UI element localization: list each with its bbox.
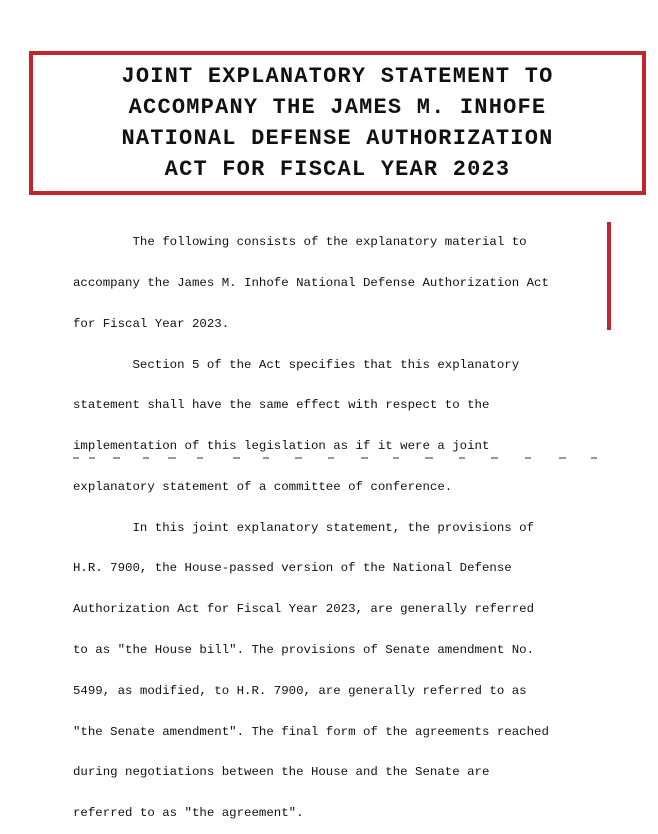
explanatory-statement-body [73, 209, 613, 834]
body-line: accompany the James M. Inhofe National Defense Authorization Act [73, 275, 549, 290]
cut-off-next-line-fragment [73, 452, 613, 459]
body-line: 5499, as modified, to H.R. 7900, are generally referred to as [73, 683, 527, 698]
body-line: referred to as "the agreement". [73, 806, 304, 821]
body-line: Authorization Act for Fiscal Year 2023, are generally referred [73, 602, 535, 617]
document-title-line-2: ACCOMPANY THE JAMES M. INHOFE [128, 95, 547, 120]
body-line: The following consists of the explanatory material to [73, 235, 527, 250]
body-line: to as "the House bill". The provisions of Senate amendment No. [73, 643, 535, 657]
document-title-line-4: ACT FOR FISCAL YEAR 2023 [164, 157, 511, 182]
document-title-line-1: JOINT EXPLANATORY STATEMENT TO [121, 64, 554, 89]
body-line: In this joint explanatory statement, the provisions of [73, 520, 535, 535]
body-line: during negotiations between the House and the Senate are [73, 765, 490, 780]
body-line: Section 5 of the Act specifies that this explanatory [73, 357, 520, 372]
document-title-line-3: NATIONAL DEFENSE AUTHORIZATION [121, 126, 554, 151]
body-line: for Fiscal Year 2023. [73, 316, 230, 331]
body-line: H.R. 7900, the House-passed version of the National Defense [73, 561, 512, 576]
body-line: explanatory statement of a committee of conference. [73, 479, 453, 494]
cut-off-text-glyph-tops [73, 454, 613, 459]
body-line: "the Senate amendment". The final form of the agreements reached [73, 724, 549, 739]
body-line: implementation of this legislation as if it were a joint [73, 439, 490, 454]
body-line: statement shall have the same effect with respect to the [73, 398, 490, 413]
revision-change-bar [607, 222, 611, 330]
document-title-box [29, 51, 646, 195]
